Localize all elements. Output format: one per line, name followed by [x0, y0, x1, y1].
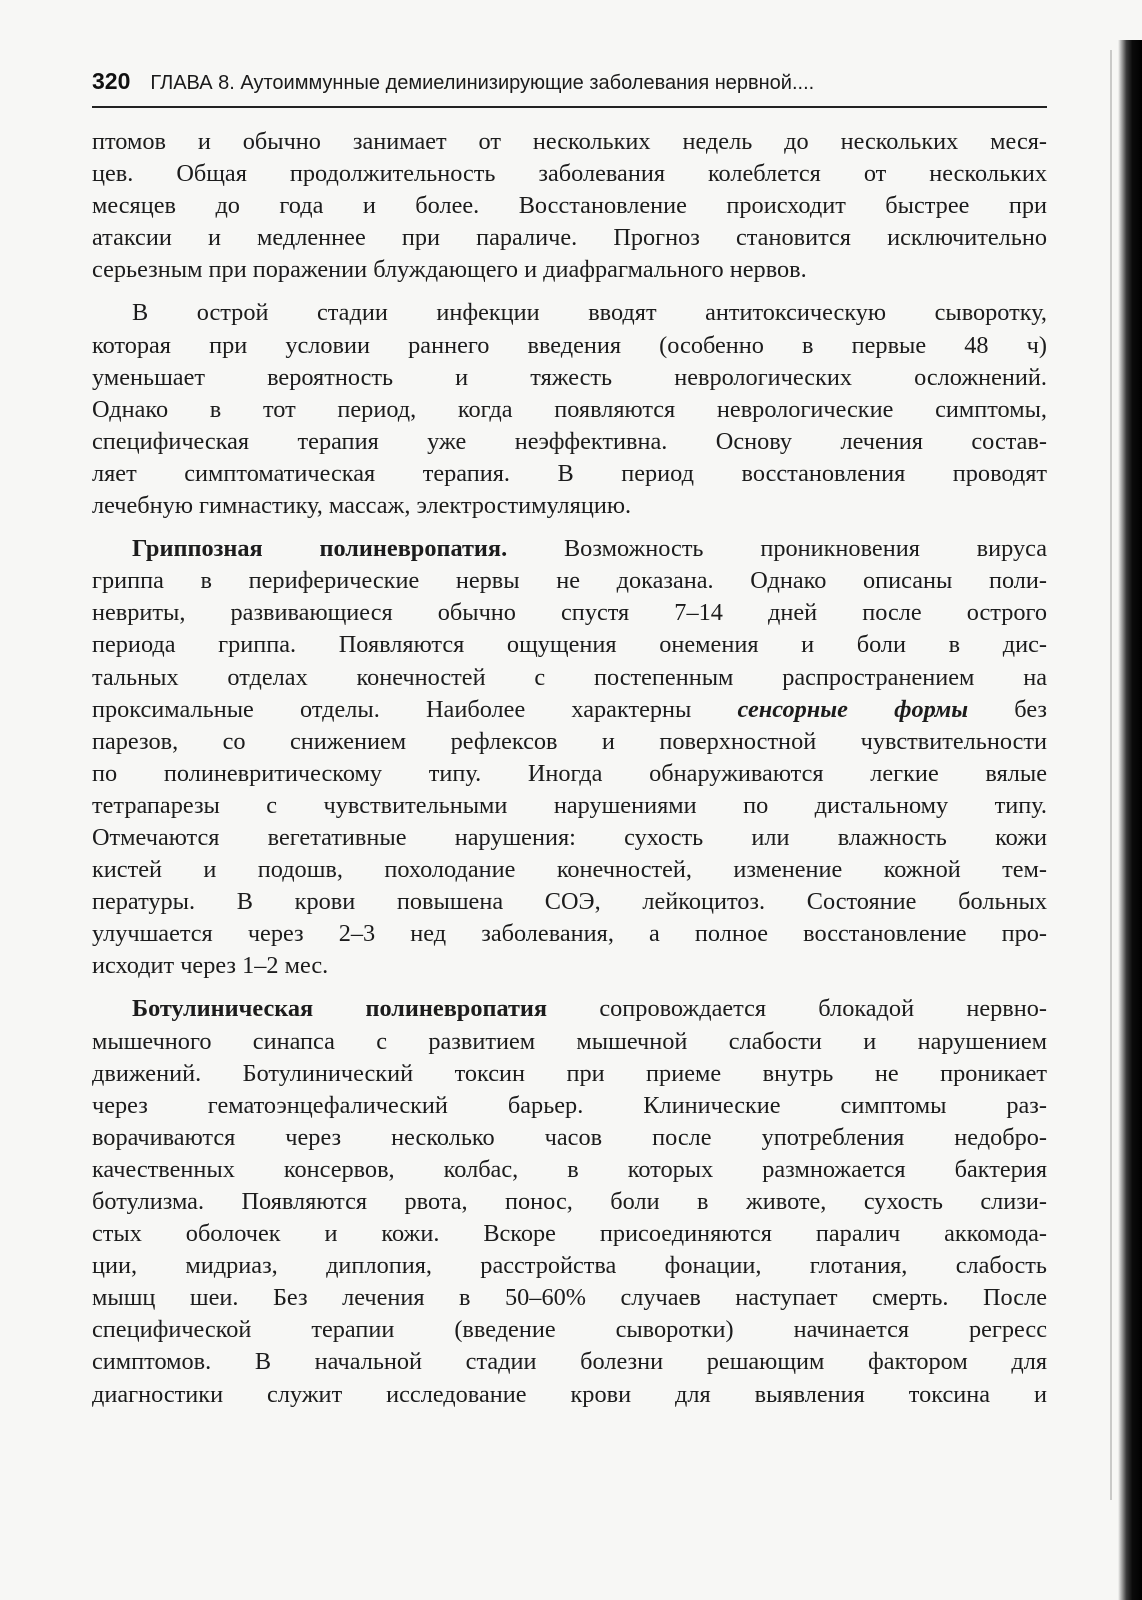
text-line: Однако в тот период, когда появляются неврологические симптомы, [92, 395, 1047, 423]
text-line: движений. Ботулинический токсин при приеме внутрь не проникает [92, 1059, 1047, 1087]
text-line: серьезным при поражении блуждающего и диафрагмального нервов. [92, 256, 807, 284]
text-line: качественных консервов, колбас, в которых размножается бактерия [92, 1155, 1047, 1183]
paragraph-4 [92, 993, 1047, 1410]
paragraph-3 [92, 533, 1047, 982]
text-line: лечебную гимнастику, массаж, электростимуляцию. [92, 492, 632, 520]
paragraph-1 [92, 126, 1047, 286]
text-line: улучшается через 2–3 нед заболевания, а полное восстановление про- [92, 920, 1047, 948]
text-line: уменьшает вероятность и тяжесть неврологических осложнений. [92, 363, 1047, 391]
text-line: Отмечаются вегетативные нарушения: сухость или влажность кожи [92, 823, 1047, 851]
text-line: парезов, со снижением рефлексов и поверхностной чувствительности [92, 727, 1047, 755]
text-line: специфической терапии (введение сыворотки) начинается регресс [92, 1316, 1047, 1344]
text-line: пературы. В крови повышена СОЭ, лейкоцитоз. Состояние больных [92, 888, 1047, 916]
text-line: ботулизма. Появляются рвота, понос, боли в животе, сухость слизи- [92, 1188, 1047, 1215]
text-line: мышечного синапса с развитием мышечной слабости и нарушением [92, 1027, 1047, 1055]
text-line: птомов и обычно занимает от нескольких недель до нескольких меся- [92, 128, 1047, 155]
text-line: атаксии и медленнее при параличе. Прогноз становится исключительно [92, 224, 1047, 252]
text-line: проксимальные отделы. Наиболее характерны сенсорные формы без [92, 695, 1048, 723]
text-line: по полиневритическому типу. Иногда обнаруживаются легкие вялые [92, 759, 1047, 787]
text-line: периода гриппа. Появляются ощущения онемения и боли в дис- [92, 631, 1047, 659]
section-heading-influenza: Гриппозная полиневропатия. [132, 535, 508, 563]
text-line: ворачиваются через несколько часов после употребления недобро- [92, 1123, 1047, 1151]
text-line: Гриппозная полиневропатия. Возможность проникновения вируса [132, 535, 1047, 563]
emphasis-sensory-forms: сенсорные формы [737, 695, 969, 723]
chapter-title: ГЛАВА 8. Аутоиммунные демиелинизирующие заболевания нервной.... [150, 72, 815, 94]
text-line: тетрапарезы с чувствительными нарушениями по дистальному типу. [92, 791, 1047, 819]
text-line: мышц шеи. Без лечения в 50–60% случаев наступает смерть. После [92, 1284, 1047, 1312]
text-line: которая при условии раннего введения (особенно в первые 48 ч) [92, 331, 1047, 359]
text-line: Ботулиническая полиневропатия сопровождается блокадой нервно- [132, 995, 1047, 1023]
text-line: кистей и подошв, похолодание конечностей, изменение кожной тем- [92, 856, 1047, 884]
text-line: В острой стадии инфекции вводят антитоксическую сыворотку, [132, 299, 1047, 327]
page-gutter-shadow [1110, 50, 1112, 1500]
book-spine-edge [1118, 40, 1142, 1600]
text-line: ляет симптоматическая терапия. В период восстановления проводят [92, 459, 1047, 487]
text-line: стых оболочек и кожи. Вскоре присоединяются паралич аккомода- [92, 1220, 1047, 1248]
text-line: месяцев до года и более. Восстановление происходит быстрее при [92, 192, 1047, 220]
text-line: симптомов. В начальной стадии болезни решающим фактором для [92, 1348, 1047, 1376]
paragraph-2 [92, 297, 1047, 522]
text-line: цев. Общая продолжительность заболевания колеблется от нескольких [92, 160, 1047, 188]
running-header [92, 68, 1047, 108]
text-line: исходит через 1–2 мес. [92, 952, 329, 980]
text-line: ции, мидриаз, диплопия, расстройства фонации, глотания, слабость [92, 1252, 1047, 1280]
text-line: специфическая терапия уже неэффективна. Основу лечения состав- [92, 427, 1047, 455]
text-line: гриппа в периферические нервы не доказана. Однако описаны поли- [92, 567, 1047, 595]
text-line: тальных отделах конечностей с постепенным распространением на [92, 663, 1047, 691]
text-line: диагностики служит исследование крови для выявления токсина и [92, 1380, 1047, 1408]
body-text [92, 126, 1047, 1422]
page-number: 320 [92, 68, 131, 94]
section-heading-botulinum: Ботулиническая полиневропатия [132, 995, 548, 1023]
text-line: через гематоэнцефалический барьер. Клинические симптомы раз- [92, 1091, 1047, 1119]
text-line: невриты, развивающиеся обычно спустя 7–14 дней после острого [92, 599, 1047, 627]
